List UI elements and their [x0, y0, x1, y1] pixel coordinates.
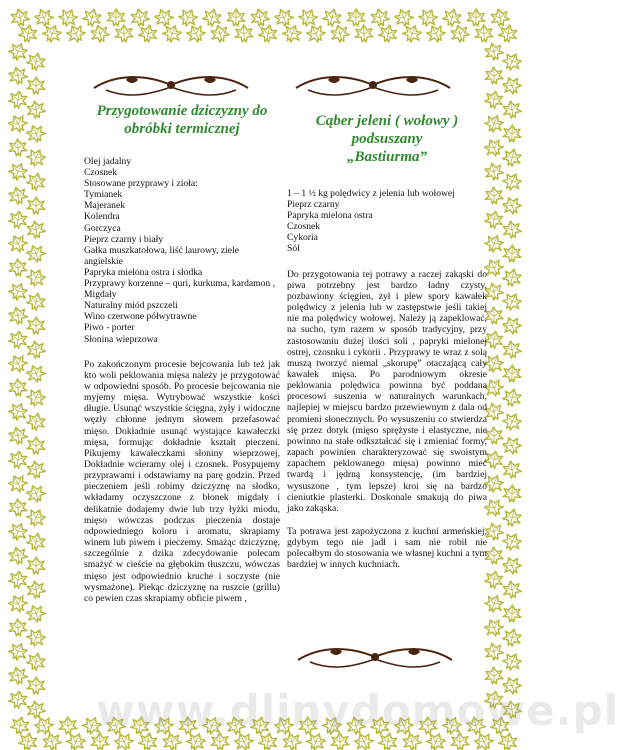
leaf-icon — [10, 716, 31, 736]
leaf-icon — [27, 77, 46, 95]
leaf-icon — [9, 499, 28, 517]
leaf-icon — [24, 242, 47, 265]
leaf-icon — [24, 386, 48, 409]
leaf-icon — [27, 557, 46, 575]
right-paragraph-2: Ta potrawa jest zapożyczona z kuchni armeńskiej, gdybym tego nie jadł i sam nie robił nie polecałbym do stosowania we własnej kuchni a tym bardziej w innych kuchniach. — [287, 526, 487, 571]
left-ingredient-item: Wino czerwone półwytrawne — [84, 311, 197, 323]
leaf-icon — [483, 41, 505, 62]
left-ingredient-list — [84, 156, 280, 345]
leaf-icon — [490, 8, 511, 28]
leaf-icon — [26, 460, 47, 480]
left-title: Przygotowanie dziczyzny do obróbki termicznej — [96, 103, 268, 137]
leaf-icon — [8, 450, 29, 470]
leaf-icon — [56, 6, 80, 29]
leaf-icon — [355, 25, 374, 43]
right-subtitle: „Bastiurma” — [346, 149, 428, 165]
right-ingredient-item: Papryka mielona ostra — [287, 210, 373, 222]
leaf-icon — [485, 547, 504, 565]
leaf-icon — [272, 6, 295, 29]
leaf-icon — [25, 531, 47, 552]
leaf-icon — [331, 733, 350, 750]
leaf-icon — [26, 580, 47, 600]
right-ingredient-list — [287, 188, 487, 255]
leaf-icon — [475, 25, 494, 43]
leaf-icon — [7, 425, 29, 446]
leaf-icon — [24, 122, 47, 145]
right-ingredient-item: Cykoria — [287, 232, 318, 244]
leaf-icon — [7, 665, 29, 686]
leaf-icon — [500, 170, 524, 193]
right-ingredient-item: Czosnek — [287, 221, 321, 233]
leaf-icon — [24, 506, 48, 529]
right-ingredient-item: 1 – 1 ½ kg polędwicy z jelenia lub wołowej — [287, 188, 455, 199]
leaf-icon — [498, 24, 519, 44]
left-ingredient-item: Stosowane przyprawy i zioła: — [84, 178, 198, 190]
leaf-icon — [9, 379, 28, 397]
leaf-icon — [7, 40, 30, 63]
leaf-icon — [503, 605, 522, 623]
leaf-icon — [416, 6, 440, 29]
leaf-icon — [392, 6, 415, 29]
leaf-icon — [502, 220, 523, 240]
leaf-icon — [483, 641, 505, 662]
leaf-icon — [25, 171, 47, 192]
right-title: Cąber jeleni ( wołowy ) podsuszany — [315, 113, 459, 147]
leaf-icon — [501, 387, 523, 408]
leaf-icon — [378, 24, 399, 44]
leaf-icon — [501, 507, 523, 528]
leaf-icon — [59, 717, 78, 735]
left-ingredient-item: Gałka muszkatołowa, liść laurowy, ziele angielskie — [84, 244, 239, 267]
leaf-icon — [500, 50, 524, 73]
leaf-icon — [27, 437, 46, 455]
leaf-icon — [501, 267, 523, 288]
leaf-icon — [18, 24, 39, 44]
leaf-icon — [138, 24, 159, 44]
leaf-icon — [9, 139, 28, 157]
leaf-icon — [451, 733, 470, 750]
leaf-icon — [503, 485, 522, 503]
leaf-icon — [502, 460, 523, 480]
left-column — [84, 102, 280, 604]
leaf-icon — [26, 700, 47, 720]
leaf-icon — [27, 197, 46, 215]
right-ingredient-item: Pieprz czarny — [287, 199, 340, 211]
leaf-icon — [7, 160, 30, 183]
leaf-icon — [8, 90, 29, 110]
ornament-top-right — [288, 70, 458, 100]
leaf-icon — [25, 651, 47, 672]
right-ingredient-item: Sól — [287, 243, 300, 255]
left-ingredient-item: Czosnek — [84, 167, 118, 179]
leaf-icon — [296, 6, 320, 29]
leaf-icon — [32, 6, 55, 29]
leaf-icon — [501, 147, 523, 168]
leaf-icon — [9, 259, 28, 277]
leaf-icon — [370, 8, 391, 28]
leaf-icon — [27, 317, 46, 335]
leaf-icon — [7, 65, 29, 86]
leaf-icon — [500, 554, 523, 577]
leaf-icon — [250, 8, 271, 28]
leaf-icon — [485, 67, 504, 85]
leaf-icon — [485, 307, 504, 325]
leaf-icon — [235, 25, 254, 43]
leaf-icon — [347, 9, 366, 27]
leaf-icon — [8, 210, 29, 230]
leaf-icon — [441, 7, 463, 28]
left-ingredient-item: Naturalny miód pszczeli — [84, 300, 178, 312]
leaf-icon — [7, 520, 30, 543]
leaf-icon — [24, 626, 48, 649]
leaf-icon — [107, 9, 126, 27]
leaf-icon — [7, 185, 29, 206]
left-ingredient-item: Tymianek — [84, 189, 123, 201]
leaf-icon — [503, 245, 522, 263]
leaf-icon — [26, 220, 47, 240]
leaf-icon — [26, 340, 47, 360]
leaf-icon — [484, 570, 505, 590]
leaf-icon — [27, 677, 46, 695]
leaf-icon — [24, 146, 48, 169]
left-ingredient-item: Piwo - porter — [84, 322, 135, 334]
leaf-icon — [500, 434, 523, 457]
leaf-icon — [227, 9, 246, 27]
leaf-icon — [7, 400, 30, 423]
leaf-icon — [24, 602, 47, 625]
left-ingredient-item: Przyprawy korzenne – quri, kurkuma, kardamon , — [84, 278, 276, 290]
leaf-icon — [6, 232, 30, 255]
leaf-icon — [485, 187, 504, 205]
leaf-icon — [176, 6, 200, 29]
left-ingredient-item: Migdały — [84, 289, 117, 301]
leaf-icon — [65, 730, 88, 750]
leaf-icon — [130, 8, 151, 28]
leaf-icon — [41, 731, 63, 750]
leaf-icon — [25, 291, 47, 312]
left-ingredient-item: Kolendra — [84, 211, 120, 223]
leaf-icon — [258, 24, 279, 44]
leaf-icon — [26, 100, 47, 120]
leaf-icon — [25, 411, 47, 432]
leaf-icon — [500, 530, 524, 553]
leaf-icon — [467, 9, 486, 27]
leaf-icon — [25, 51, 47, 72]
leaf-icon — [7, 280, 30, 303]
leaf-icon — [6, 592, 30, 615]
leaf-icon — [500, 410, 524, 433]
left-ingredient-item: Olej jadalny — [84, 156, 132, 167]
leaf-icon — [484, 90, 505, 110]
left-ingredient-item: Słonina wieprzowa — [84, 333, 158, 345]
leaf-icon — [500, 314, 523, 337]
right-column — [287, 112, 487, 571]
leaf-icon — [500, 290, 524, 313]
ornament-bottom-right — [290, 642, 460, 672]
leaf-icon — [9, 619, 28, 637]
leaf-icon — [321, 7, 343, 28]
leaf-icon — [502, 340, 523, 360]
leaf-icon — [201, 7, 223, 28]
right-paragraph-1: Do przygotowania tej potrawy a raczej zakąski do piwa potrzebny jest bardzo ładny czysty, pozbawiony ścięgien, żył i plew spory kawałek polędwicy z jelenia lub w zastępstwie jeśli takiej nie ma polędwicy wołowej. Należy ją zapeklować, na sucho, tym razem w sposób tradycyjny, przy zastosowaniu dużej ilości soli , papryki mielonej ostrej, czosnku i cykorii . Przyprawy te wraz z solą muszą tworzyć niemal „skorupę” otaczającą cały kawałek mięsa. Po parodniowym okresie peklowania polędwica powinna być poddana procesowi suszenia w naturalnych warunkach, najlepiej w miejscu bardzo przewiewnym z dala od promieni słonecznych. Po wysuszeniu co stwierdza się przez dotyk (mięso sprężyste i elastyczne, nie powinno na stałe odkształcać się i zmieniać formy, zapach powinien charakteryzować się swoistym zapachem peklowanego mięsa) powinno mieć twardą i jędrną konsystencję, (im bardziej wysuszone , tym lepsze) kroi się na bardzo cieniutkie plasterki. Doskonale smakują do piwa jako zakąska. — [287, 268, 487, 514]
left-ingredient-item: Majeranek — [84, 200, 126, 212]
leaf-icon — [502, 580, 523, 600]
leaf-icon — [152, 6, 175, 29]
ornament-top-left — [86, 70, 256, 100]
leaf-icon — [502, 100, 523, 120]
leaf-icon — [81, 7, 103, 28]
watermark: www.dlinydomowe.pl — [96, 686, 619, 735]
leaf-icon — [8, 690, 29, 710]
leaf-icon — [503, 365, 522, 383]
leaf-icon — [7, 545, 29, 566]
leaf-icon — [485, 427, 504, 445]
left-paragraph: Po zakończonym procesie bejcowania lub też jak kto woli peklowania mięsa należy je przygotować w odpowiedni sposób. Po procesie bejcowania nie myjemy mięsa. Wytrybować wszystkie kości długie. Usunąć wszystkie ścięgna, żyły i widoczne węzły chłonne jednym słowem przefasować mięso. Dokładnie usunąć wystające kawałeczki mięsa, formując dokładnie kształt pieczeni. Pikujemy kawałeczkami słoniny wieprzowej, Dokładnie wcieramy olej i czosnek. Posypujemy przyprawami i odstawiamy na parę godzin. Przed pieczeniem jeśli robimy dziczyznę na słodko, wkładamy oczyszczone z błonek migdały i delikatnie dodajemy dwie lub trzy łyżki miodu, mięso wówczas podczas pieczenia dostaje odpowiedniego koloru i aromatu, skrapiamy winem lub piwem i pieczemy. Smażąc dziczyznę, szczególnie z dzika zdecydowanie polecam smażyć w cieście na głębokim tłuszczu, wówczas mięso jest odpowiednio kruche i soczyste (nie wysmażone). Piekąc dziczyznę na ruszcie (grillu) co pewien czas skrapiamy obficie piwem , — [84, 358, 280, 604]
leaf-icon — [24, 482, 47, 505]
leaf-icon — [500, 650, 524, 673]
leaf-icon — [24, 362, 47, 385]
leaf-icon — [8, 570, 29, 590]
leaf-icon — [10, 8, 31, 28]
leaf-icon — [7, 305, 29, 326]
leaf-icon — [482, 616, 506, 639]
leaf-icon — [500, 74, 523, 97]
left-ingredient-item: Gorczyca — [84, 222, 121, 234]
leaf-icon — [8, 330, 29, 350]
leaf-icon — [6, 112, 30, 135]
left-ingredient-item: Pieprz czarny i biały — [84, 233, 164, 245]
leaf-icon — [7, 640, 30, 663]
leaf-icon — [485, 667, 504, 685]
leaf-icon — [91, 733, 110, 750]
leaf-icon — [6, 352, 30, 375]
left-ingredient-item: Papryka mielona ostra i słodka — [84, 266, 203, 278]
leaf-icon — [503, 125, 522, 143]
leaf-icon — [6, 472, 30, 495]
leaf-icon — [24, 266, 48, 289]
leaf-icon — [115, 25, 134, 43]
leaf-icon — [211, 733, 230, 750]
leaf-icon — [501, 627, 523, 648]
leaf-icon — [500, 194, 523, 217]
leaf-icon — [483, 592, 506, 615]
